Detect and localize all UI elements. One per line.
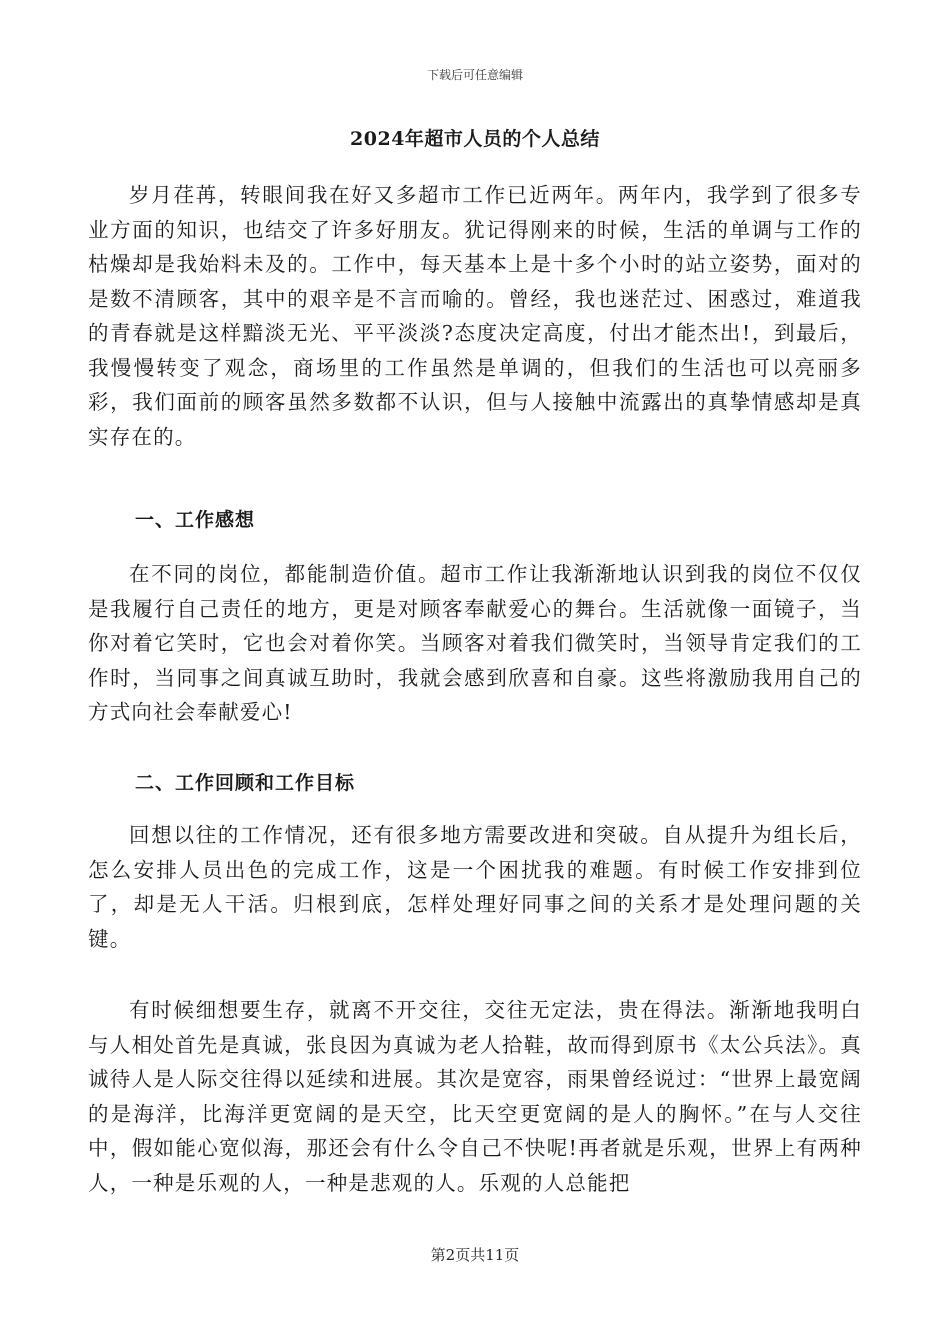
section-heading-review-and-goals: 二、工作回顾和工作目标 — [135, 772, 356, 794]
document-title: 2024年超市人员的个人总结 — [350, 128, 600, 150]
section-heading-work-reflections: 一、工作感想 — [135, 509, 256, 531]
paragraph-review: 回想以往的工作情况，还有很多地方需要改进和突破。自从提升为组长后，怎么安排人员出色的完成工作，这是一个困扰我的难题。有时候工作安排到位了，却是无人干活。归根到底，怎样处理好同事之间的关系才是处理问题的关键。 — [88, 823, 862, 951]
paragraph-interpersonal: 有时候细想要生存，就离不开交往，交往无定法，贵在得法。渐渐地我明白与人相处首先是真诚，张良因为真诚为老人拾鞋，故而得到原书《太公兵法》。真诚待人是人际交往得以延续和进展。其次是宽容，雨果曾经说过：“世界上最宽阔的是海洋，比海洋更宽阔的是天空，比天空更宽阔的是人的胸怀。”在与人交往中，假如能心宽似海，那还会有什么令自己不快呢!再者就是乐观，世界上有两种人，一种是乐观的人，一种是悲观的人。乐观的人总能把 — [88, 998, 862, 1195]
paragraph-intro: 岁月荏苒，转眼间我在好又多超市工作已近两年。两年内，我学到了很多专业方面的知识，也结交了许多好朋友。犹记得刚来的时候，生活的单调与工作的枯燥却是我始料未及的。工作中，每天基本上是十多个小时的站立姿势，面对的是数不清顾客，其中的艰辛是不言而喻的。曾经，我也迷茫过、困惑过，难道我的青春就是这样黯淡无光、平平淡淡?态度决定高度，付出才能杰出!，到最后，我慢慢转变了观念，商场里的工作虽然是单调的，但我们的生活也可以亮丽多彩，我们面前的顾客虽然多数都不认识，但与人接触中流露出的真挚情感却是真实存在的。 — [88, 183, 862, 449]
paragraph-work-reflections: 在不同的岗位，都能制造价值。超市工作让我渐渐地认识到我的岗位不仅仅是我履行自己责任的地方，更是对顾客奉献爱心的舞台。生活就像一面镜子，当你对着它笑时，它也会对着你笑。当顾客对着我们微笑时，当领导肯定我们的工作时，当同事之间真诚互助时，我就会感到欣喜和自豪。这些将激励我用自己的方式向社会奉献爱心! — [88, 562, 862, 724]
page-number: 第2页共11页 — [430, 1246, 520, 1264]
running-header: 下载后可任意编辑 — [426, 68, 523, 82]
